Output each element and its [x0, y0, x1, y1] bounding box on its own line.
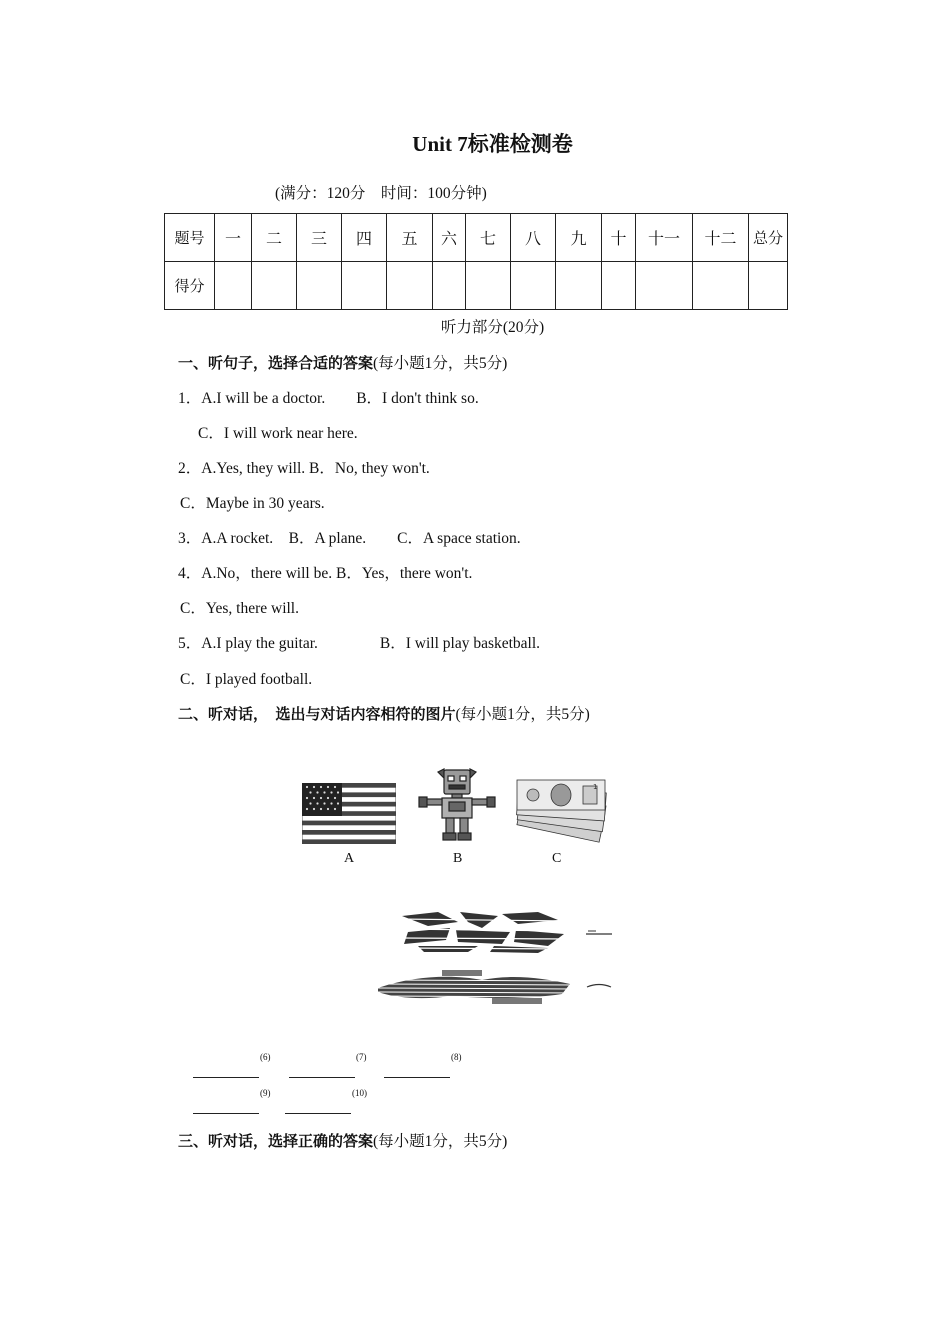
- us-flag-image: [302, 783, 396, 844]
- table-cell: 八: [511, 214, 556, 262]
- page-title: Unit 7标准检测卷: [412, 132, 573, 156]
- exam-info: (满分：120分 时间：100分钟): [275, 185, 487, 202]
- score-input-cell[interactable]: [433, 262, 466, 310]
- question-line: C．I played football.: [180, 671, 313, 688]
- score-input-cell[interactable]: [693, 262, 749, 310]
- small-mark-icon: [584, 982, 614, 990]
- small-mark-icon: [584, 929, 614, 937]
- listening-title: 听力部分(20分): [440, 319, 545, 336]
- score-input-cell[interactable]: [602, 262, 636, 310]
- table-cell: 三: [297, 214, 342, 262]
- table-cell: 一: [215, 214, 252, 262]
- score-input-cell[interactable]: [636, 262, 693, 310]
- answer-blank-7[interactable]: (7): [289, 1060, 367, 1078]
- table-cell: 十: [602, 214, 636, 262]
- score-input-cell[interactable]: [466, 262, 511, 310]
- table-header-question: 题号: [165, 214, 215, 262]
- question-line: 2．A.Yes, they will. B．No, they won't.: [178, 460, 430, 477]
- question-line: 5．A.I play the guitar. B．I will play basketball.: [178, 635, 541, 652]
- question-line: 4．A.No，there will be. B．Yes，there won't.: [178, 565, 473, 582]
- question-line: 3．A.A rocket. B．A plane. C．A space station.: [178, 530, 521, 547]
- money-image: [513, 774, 613, 846]
- distorted-image-bottom: [372, 966, 574, 1008]
- answer-blank-6[interactable]: (6): [193, 1060, 271, 1078]
- score-input-cell[interactable]: [215, 262, 252, 310]
- distorted-image-top: [398, 908, 568, 954]
- table-cell: 十二: [693, 214, 749, 262]
- section1-title: 一、听句子，选择合适的答案(每小题1分，共5分): [178, 354, 508, 372]
- table-cell: 四: [342, 214, 387, 262]
- table-cell: 五: [387, 214, 433, 262]
- table-header-score: 得分: [165, 262, 215, 310]
- score-input-cell[interactable]: [252, 262, 297, 310]
- section3-title: 三、听对话，选择正确的答案(每小题1分，共5分): [178, 1132, 508, 1150]
- answer-blank-10[interactable]: (10): [285, 1096, 367, 1114]
- question-line: C．Yes, there will.: [180, 600, 299, 617]
- section2-title: 二、听对话， 选出与对话内容相符的图片(每小题1分，共5分): [178, 705, 590, 723]
- score-input-cell[interactable]: [297, 262, 342, 310]
- table-cell: 二: [252, 214, 297, 262]
- question-line: C．Maybe in 30 years.: [180, 495, 325, 512]
- table-header-total: 总分: [749, 214, 788, 262]
- table-cell: 九: [556, 214, 602, 262]
- answer-blank-9[interactable]: (9): [193, 1096, 271, 1114]
- score-input-cell[interactable]: [749, 262, 788, 310]
- robot-image: [416, 766, 498, 842]
- score-input-cell[interactable]: [556, 262, 602, 310]
- score-input-cell[interactable]: [511, 262, 556, 310]
- picture-label-c: C: [552, 851, 562, 866]
- question-line: C．I will work near here.: [198, 425, 358, 442]
- table-cell: 十一: [636, 214, 693, 262]
- answer-blank-8[interactable]: (8): [384, 1060, 462, 1078]
- score-table: [164, 213, 788, 310]
- picture-label-b: B: [453, 851, 463, 866]
- table-cell: 六: [433, 214, 466, 262]
- table-row: [165, 262, 788, 310]
- svg-text:1: 1: [593, 783, 598, 791]
- picture-label-a: A: [344, 851, 355, 866]
- question-line: 1．A.I will be a doctor. B．I don't think so.: [178, 390, 479, 407]
- table-cell: 七: [466, 214, 511, 262]
- score-input-cell[interactable]: [342, 262, 387, 310]
- score-input-cell[interactable]: [387, 262, 433, 310]
- table-row: [165, 214, 788, 262]
